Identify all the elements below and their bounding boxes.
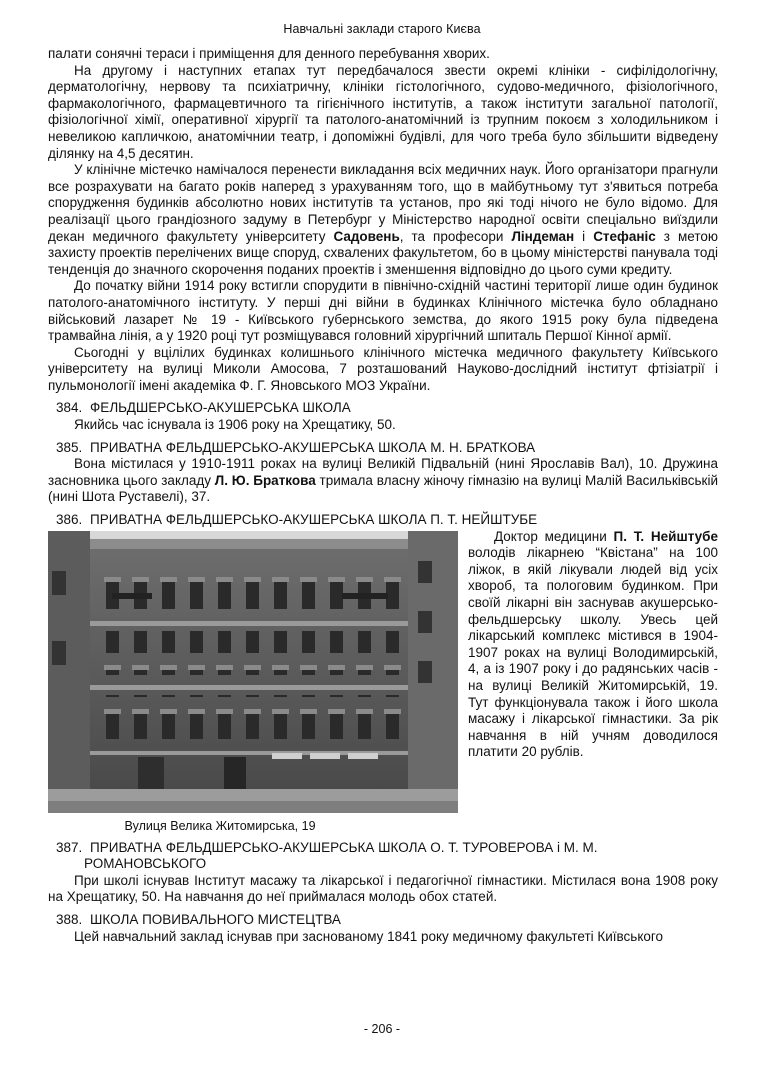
paragraph: При школі існував Інститут масажу та лікарської і педагогічної гімнастики. Містилася вона 1908 року на Хрещатику, 50. На навчання до неї приймалася молодь обох статей. — [48, 872, 718, 905]
section-number: 384. — [56, 400, 83, 416]
paragraph: На другому і наступних етапах тут передбачалося звести окремі клініки - сифілідологічну, дерматологічну, нервову та психіатричну, клініки гістологічного, судово-медичного, фізіологічного, фармакологічного, фармацевтичного та гігієнічного інститутів, а також інститути загальної патології, фізіологічної хімії, оперативної хірургії та патолого-анатомічний із трупним покоєм з холодильником і невеликою капличкою, анатомічнии театр, і допоміжні будівлі, для чого треба було збільшити відведену ділянку на 4,5 десятин. — [48, 62, 718, 161]
text-run: і — [574, 228, 594, 244]
paragraph — [48, 162, 718, 278]
section-title: ПРИВАТНА ФЕЛЬДШЕРСЬКО-АКУШЕРСЬКА ШКОЛА М. Н. БРАТКОВА — [90, 439, 536, 455]
text-run: Доктор медицини — [494, 528, 614, 544]
paragraph: Якийсь час існувала із 1906 року на Хрещатику, 50. — [74, 417, 396, 433]
section-heading-387 — [56, 840, 718, 873]
section-heading-388 — [56, 912, 718, 929]
paragraph: Сьогодні у вцілілих будинках колишнього клінічного містечка медичного факультету Київського університету на вулиці Миколи Амосова, 7 розташований Науково-дослідний інститут фтізіатрії і пульмонології імені академіка Ф. Г. Яновського МОЗ України. — [48, 344, 718, 393]
paragraph: Цей навчальний заклад існував при заснованому 1841 року медичному факультеті Київського — [74, 928, 664, 944]
section-title: ШКОЛА ПОВИВАЛЬНОГО МИСТЕЦТВА — [90, 912, 341, 927]
person-name: П. Т. Нейштубе — [613, 528, 718, 544]
section-heading-385 — [56, 440, 718, 457]
page-body — [48, 46, 718, 945]
building-photo-figure — [48, 531, 458, 834]
building-photo — [48, 531, 458, 813]
section-number: 386. — [56, 512, 83, 528]
paragraph: палати сонячні тераси і приміщення для денного перебування хворих. — [48, 46, 490, 61]
text-run: з метою захисту проектів перелічених вище споруд, схвалених факультетом, бо в цьому міністерстві панувала тоді тенденція до значного скорочення поданих проектів і зменшення відповідно до цього суми кредиту. — [48, 228, 718, 277]
paragraph — [48, 456, 718, 506]
section-number: 387. — [56, 839, 83, 855]
section-title: ПРИВАТНА ФЕЛЬДШЕРСЬКО-АКУШЕРСЬКА ШКОЛА П. Т. НЕЙШТУБЕ — [90, 512, 538, 528]
section-title: ПРИВАТНА ФЕЛЬДШЕРСЬКО-АКУШЕРСЬКА ШКОЛА О. Т. ТУРОВЕРОВА і М. М. РОМАНОВСЬКОГО — [84, 839, 598, 872]
person-name: Л. Ю. Браткова — [214, 472, 316, 488]
section-heading-386 — [56, 512, 718, 529]
photo-caption: Вулиця Велика Житомирська, 19 — [124, 818, 316, 833]
text-run: Вона містилася у 1910-1911 роках на вулиці Великій Підвальній (нині Ярославів Вал), 10. Дружина засновника цього закладу — [48, 456, 718, 488]
text-run: володів лікарнею “Квістана” на 100 ліжок, в якій лікували людей від усіх хвороб, та пологовим будинком. При своїй лікарні він заснував акушерсько-фельдшерську школу. Увесь цей лікарський комплекс містився в 1904-1907 роках на вулиці Володимирській, 4, а із 1907 року і до радянських часів - на вулиці Великій Житомирській, 19. Тут функціонувала також і його школа масажу і лікарської гімнастики. За рік навчання в ній учням доводилося платити 20 рублів. — [468, 545, 718, 760]
section-heading-384 — [56, 400, 718, 417]
person-name: Стефаніс — [593, 228, 656, 244]
running-header: Навчальні заклади старого Києва — [283, 22, 481, 36]
text-run: тримала власну жіночу гімназію на вулиці Малій Васильківській (нині Шота Руставелі), 37. — [48, 472, 718, 505]
section-number: 388. — [56, 912, 83, 927]
section-title: ФЕЛЬДШЕРСЬКО-АКУШЕРСЬКА ШКОЛА — [90, 400, 351, 416]
page-number: - 206 - — [363, 1022, 401, 1036]
text-run: У клінічне містечко намічалося перенести викладання всіх медичних наук. Його організатори прагнули все розрахувати на багато років наперед з урахуванням того, що в майбутньому тут з'явиться потреба спорудження будинків абсолютно нових інститутів та установ, про які тоді нічого не було відомо. Для реалізації цього грандіозного задуму в Петербург у Міністерство народної освіти спеціально виїздили декан медичного факультету університету — [48, 162, 718, 244]
text-run: , та професори — [399, 228, 512, 244]
section-386-body — [48, 529, 718, 834]
person-name: Ліндеман — [511, 228, 575, 244]
person-name: Садовень — [333, 228, 400, 244]
paragraph: До початку війни 1914 року встигли спорудити в північно-східній частині території лише один будинок патолого-анатомічного інституту. У перші дні війни в будинках Клінічного містечка було обладнано військовий лазарет № 19 - Київського губернського земства, до якого 1915 року була підведена трамвайна лінія, а у 1920 році тут розміщувався головний хірургічний шпиталь Першої Кінної армії. — [48, 278, 718, 344]
section-number: 385. — [56, 439, 83, 455]
